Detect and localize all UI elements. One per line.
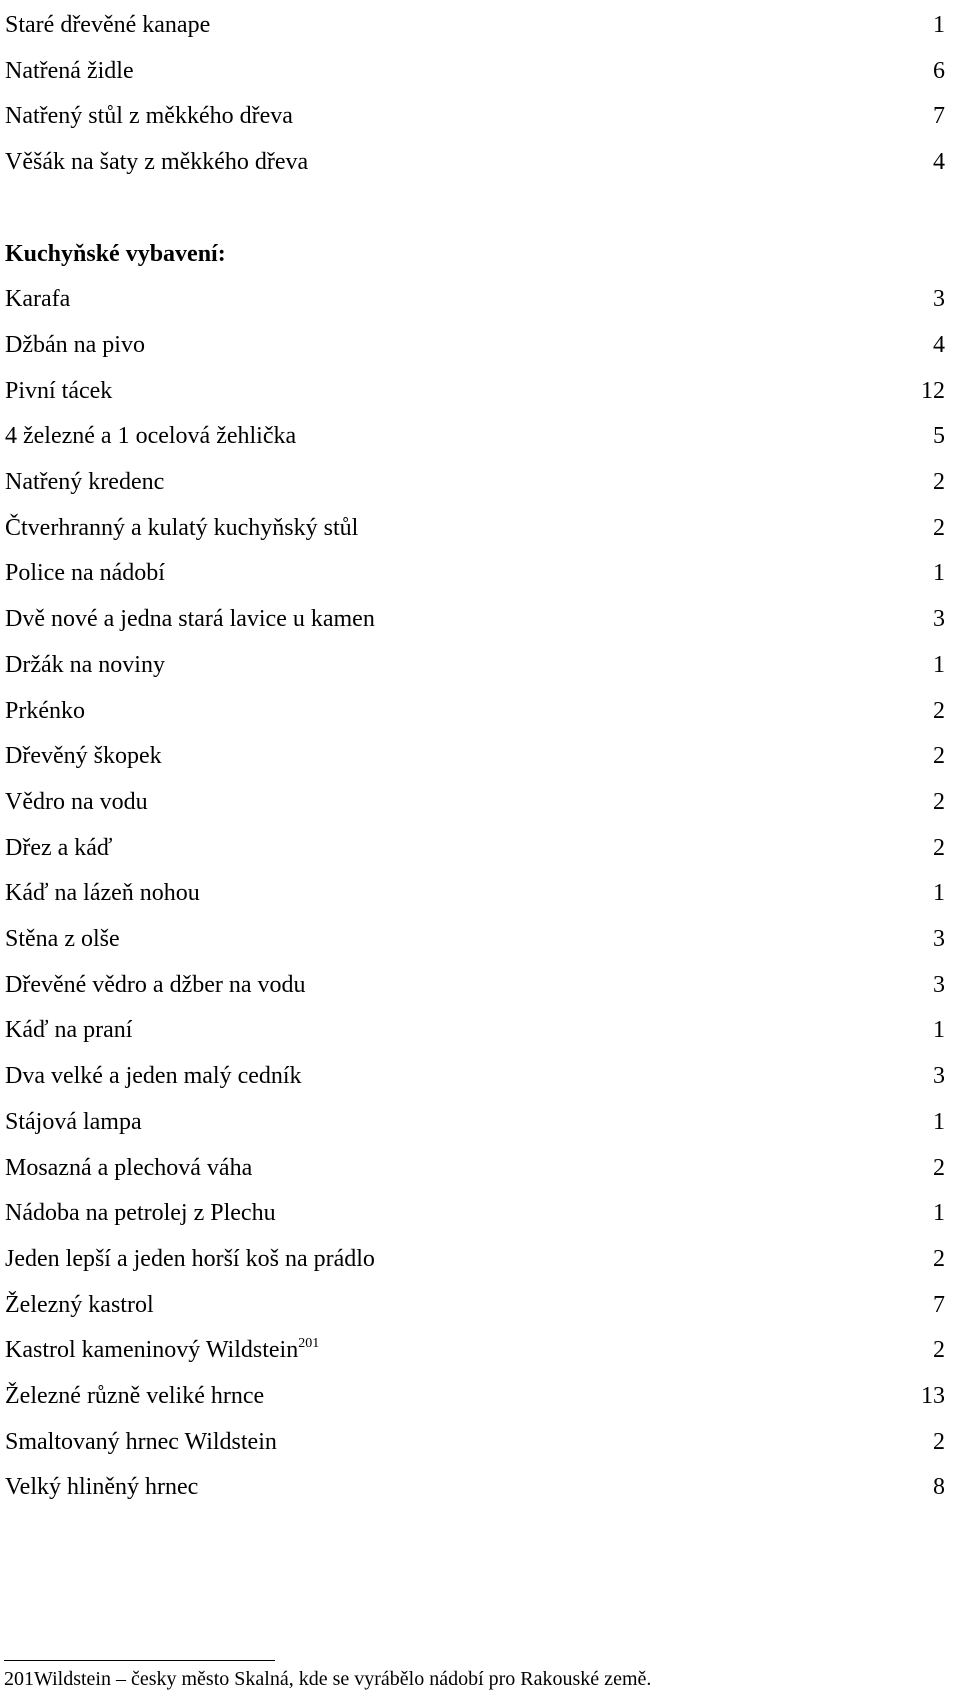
item-name-text: Káď na praní: [5, 1017, 133, 1044]
footnote-reference: 201: [298, 1336, 320, 1352]
item-name-text: Dva velké a jeden malý cedník: [5, 1063, 302, 1090]
item-quantity: 2: [933, 1245, 945, 1272]
item-quantity: 13: [921, 1383, 945, 1409]
item-quantity: 1: [933, 1108, 945, 1135]
list-item: [5, 1193, 945, 1233]
item-quantity: 1: [933, 560, 945, 587]
item-name: [5, 462, 164, 502]
footnote-separator: [4, 1660, 275, 1661]
item-name-text: Věšák na šaty z měkkého dřeva: [5, 149, 309, 176]
item-name: [5, 96, 293, 136]
item-name: [5, 1285, 154, 1325]
item-quantity: 6: [933, 57, 945, 84]
item-quantity: 2: [933, 1154, 945, 1181]
item-quantity: 2: [933, 697, 945, 724]
item-name-text: Džbán na pivo: [5, 331, 145, 358]
item-name: [5, 873, 200, 913]
item-quantity: 3: [933, 1063, 945, 1090]
item-quantity: 3: [933, 971, 945, 998]
list-item: [5, 1467, 945, 1507]
item-name-text: Dřez a káď: [5, 834, 113, 861]
list-item: [5, 553, 945, 593]
item-quantity: 2: [933, 743, 945, 770]
item-quantity: 3: [933, 926, 945, 952]
list-item: [5, 1376, 945, 1416]
item-name-text: Staré dřevěné kanape: [5, 12, 211, 38]
item-quantity: 3: [933, 286, 945, 313]
item-name: [5, 1010, 132, 1050]
list-item: [5, 1010, 945, 1050]
section-heading-text: Kuchyňské vybavení:: [5, 240, 226, 267]
item-quantity: 4: [933, 149, 945, 176]
item-name: [5, 142, 308, 182]
item-quantity: 2: [933, 788, 945, 815]
item-name: [5, 782, 148, 822]
item-name-text: Dřevěný škopek: [5, 743, 162, 770]
item-name: [5, 325, 145, 365]
list-item: [5, 1330, 945, 1370]
section-heading: [5, 234, 945, 274]
item-name-text: Vědro na vodu: [5, 788, 148, 815]
item-name-text: Stájová lampa: [5, 1108, 142, 1135]
item-name: [5, 1239, 375, 1279]
item-name: [5, 5, 210, 45]
item-name: [5, 1056, 302, 1096]
item-name: [5, 919, 120, 959]
item-name: [5, 1376, 264, 1416]
item-name-text: Prkénko: [5, 697, 85, 724]
item-quantity: 2: [933, 834, 945, 861]
item-name: [5, 508, 358, 548]
item-name-text: 4 železné a 1 ocelová žehlička: [5, 423, 297, 450]
item-name-text: Káď na lázeň nohou: [5, 880, 200, 907]
list-item: [5, 691, 945, 731]
item-name-text: Železné různě veliké hrnce: [5, 1383, 265, 1409]
list-item: [5, 371, 945, 411]
list-item: [5, 828, 945, 868]
item-name: [5, 691, 85, 731]
item-quantity: 7: [933, 103, 945, 130]
item-quantity: 1: [933, 12, 945, 38]
item-name-text: Karafa: [5, 286, 71, 313]
item-quantity: 5: [933, 423, 945, 450]
item-quantity: 2: [933, 1337, 945, 1364]
item-quantity: 1: [933, 1017, 945, 1044]
item-name-text: Čtverhranný a kulatý kuchyňský stůl: [5, 514, 359, 541]
list-item: [5, 1102, 945, 1142]
list-item: [5, 51, 945, 91]
item-name-text: Stěna z olše: [5, 926, 120, 952]
item-name: [5, 1102, 142, 1142]
item-name-text: Pivní tácek: [5, 377, 113, 404]
list-item: [5, 1239, 945, 1279]
item-name-text: Velký hliněný hrnec: [5, 1474, 199, 1501]
list-item: [5, 142, 945, 182]
item-name: [5, 1467, 198, 1507]
item-name-text: Natřený stůl z měkkého dřeva: [5, 103, 293, 130]
list-item: [5, 782, 945, 822]
item-name-text: Natřená židle: [5, 57, 134, 84]
item-name: [5, 1148, 252, 1188]
item-name: [5, 553, 165, 593]
list-item: [5, 1422, 945, 1462]
list-item: [5, 599, 945, 639]
item-name: [5, 965, 306, 1005]
item-name: [5, 416, 296, 456]
item-name: [5, 371, 112, 411]
item-name: [5, 828, 112, 868]
item-name-text: Dvě nové a jedna stará lavice u kamen: [5, 606, 375, 633]
footnote: 201Wildstein – česky město Skalná, kde se vyrábělo nádobí pro Rakouské země.: [4, 1668, 652, 1690]
item-name: [5, 1193, 276, 1233]
list-item: [5, 325, 945, 365]
item-quantity: 7: [933, 1291, 945, 1318]
item-quantity: 3: [933, 606, 945, 633]
item-name-text: Mosazná a plechová váha: [5, 1154, 253, 1181]
item-name: [5, 645, 165, 685]
item-name-text: Držák na noviny: [5, 651, 165, 678]
item-name-text: Železný kastrol: [5, 1291, 154, 1318]
item-name: [5, 1330, 319, 1370]
list-item: [5, 1056, 945, 1096]
list-item: [5, 1148, 945, 1188]
item-name: [5, 51, 134, 91]
item-name-text: Kastrol kameninový Wildstein: [5, 1337, 299, 1364]
item-name-text: Natřený kredenc: [5, 469, 165, 495]
item-quantity: 2: [933, 469, 945, 495]
list-item: [5, 508, 945, 548]
list-item: [5, 1285, 945, 1325]
list-item: [5, 416, 945, 456]
list-item: [5, 96, 945, 136]
list-item: [5, 279, 945, 319]
item-name-text: Dřevěné vědro a džber na vodu: [5, 971, 306, 998]
list-item: [5, 965, 945, 1005]
item-name: [5, 1422, 277, 1462]
item-name-text: Nádoba na petrolej z Plechu: [5, 1200, 276, 1227]
item-quantity: 1: [933, 651, 945, 678]
list-item: [5, 736, 945, 776]
list-item: [5, 462, 945, 502]
item-name: [5, 279, 70, 319]
item-name: [5, 736, 162, 776]
item-name-text: Smaltovaný hrnec Wildstein: [5, 1428, 277, 1455]
list-item: [5, 919, 945, 959]
list-item: [5, 5, 945, 45]
item-name-text: Jeden lepší a jeden horší koš na prádlo: [5, 1245, 375, 1272]
item-quantity: 8: [933, 1474, 945, 1501]
item-name: [5, 599, 375, 639]
item-quantity: 4: [933, 331, 945, 358]
item-quantity: 2: [933, 514, 945, 541]
list-item: [5, 645, 945, 685]
list-item: [5, 873, 945, 913]
item-name-text: Police na nádobí: [5, 560, 165, 587]
item-quantity: 1: [933, 1200, 945, 1227]
item-quantity: 1: [933, 880, 945, 907]
item-quantity: 12: [921, 377, 945, 404]
item-quantity: 2: [933, 1428, 945, 1455]
